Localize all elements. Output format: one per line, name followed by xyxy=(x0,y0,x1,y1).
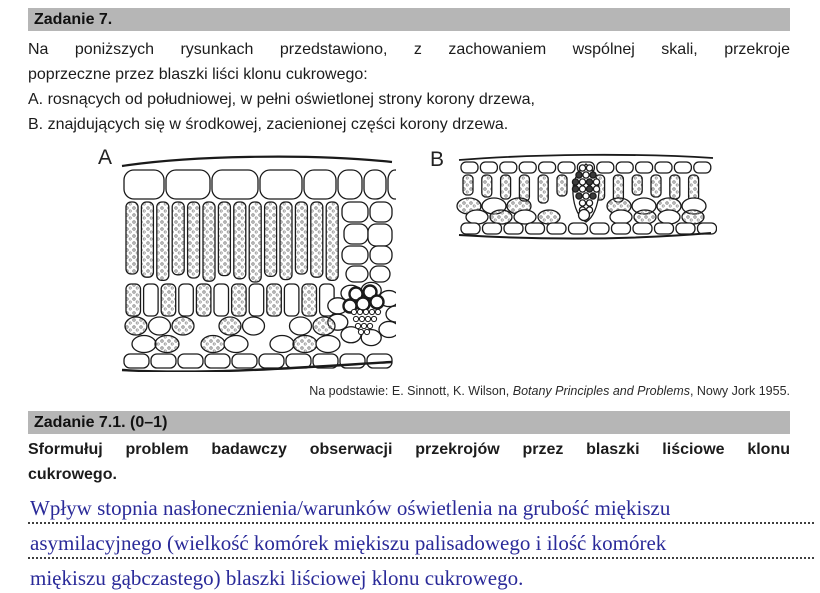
citation-book-title: Botany Principles and Problems xyxy=(512,384,690,398)
answer-line-3 xyxy=(28,566,814,593)
question-line-2: cukrowego. xyxy=(28,466,117,483)
task71-header-bar xyxy=(28,411,790,434)
dotted-answer-line-2 xyxy=(28,557,814,559)
option-b-text: B. znajdujących się w środkowej, zacienionej części korony drzewa. xyxy=(28,116,509,133)
task7-header-bar xyxy=(28,8,790,31)
task7-header-title: Zadanie 7. xyxy=(34,11,113,28)
answer-area xyxy=(28,496,814,593)
intro-line-2: poprzeczne przez blaszki liści klonu cukrowego: xyxy=(28,66,368,83)
question-line-1: Sformułuj problem badawczy obserwacji przekrojów przez blaszki liściowe klonu xyxy=(28,441,790,458)
answer-text-1: Wpływ stopnia nasłonecznienia/warunków oświetlenia na grubość miękiszu xyxy=(30,496,671,520)
answer-text-2: asymilacyjnego (wielkość komórek miękiszu palisadowego i ilość komórek xyxy=(30,531,667,555)
answer-text-3: miękiszu gąbczastego) blaszki liściowej klonu cukrowego. xyxy=(30,566,524,590)
citation-prefix: Na podstawie: E. Sinnott, K. Wilson, xyxy=(309,384,513,398)
task71-header-title: Zadanie 7.1. (0–1) xyxy=(34,414,168,431)
figure-b-shade-leaf-cross-section xyxy=(455,152,717,244)
answer-line-1 xyxy=(28,496,814,531)
answer-line-2 xyxy=(28,531,814,566)
option-a-text: A. rosnących od południowej, w pełni oświetlonej strony korony drzewa, xyxy=(28,91,535,108)
figure-a-sun-leaf-cross-section xyxy=(118,150,396,372)
dotted-answer-line-1 xyxy=(28,522,814,524)
figure-a-label: A xyxy=(98,146,113,169)
figure-b-label: B xyxy=(430,148,445,171)
intro-line-1: Na poniższych rysunkach przedstawiono, z zachowaniem wspólnej skali, przekroje xyxy=(28,41,790,58)
source-citation xyxy=(28,384,790,398)
citation-suffix: , Nowy Jork 1955. xyxy=(689,384,790,398)
